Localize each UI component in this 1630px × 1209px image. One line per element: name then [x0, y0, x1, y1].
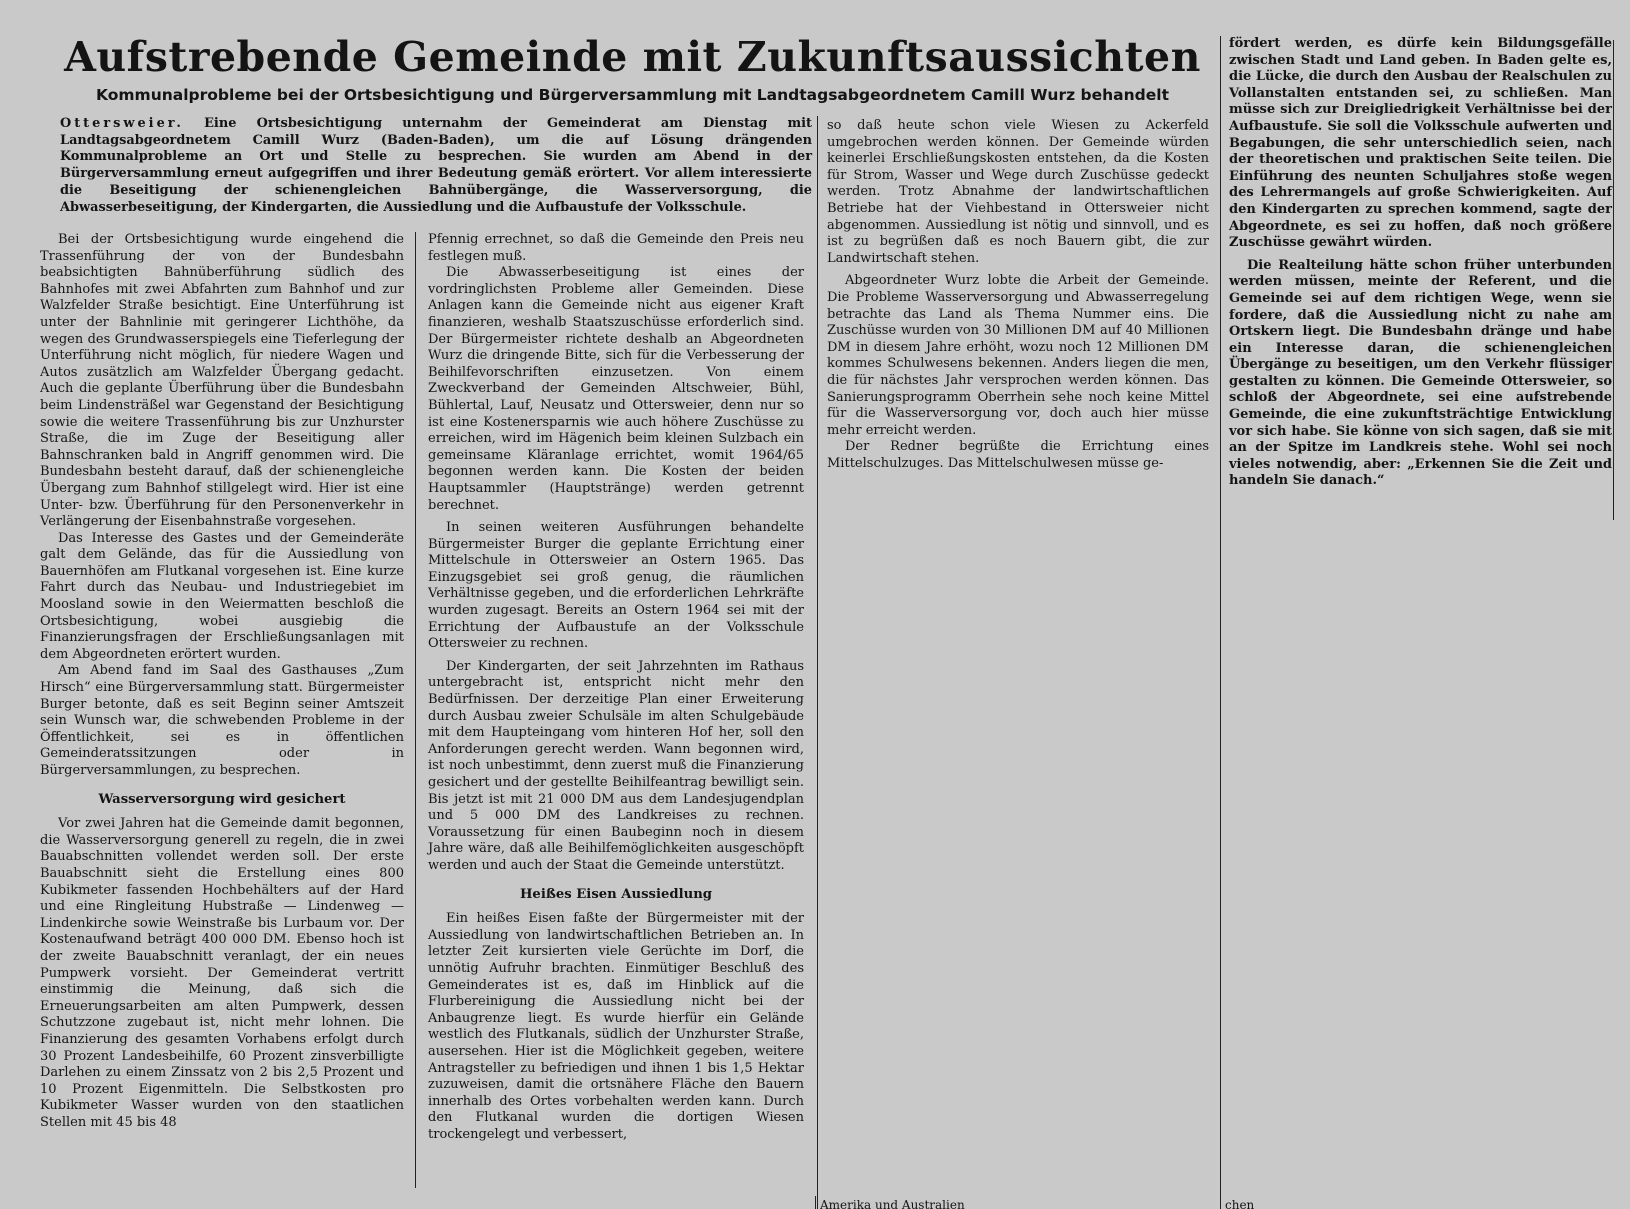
paragraph: Am Abend fand im Saal des Gasthauses „Zum Hirsch“ eine Bürgerversammlung statt. Bürgermeister Burger betonte, daß es seit Beginn seiner Amtszeit sein Wunsch war, die schwebenden Probleme in der Öffentlichkeit, sei es in öffentlichen Gemeinderatssitzungen oder in Bürgerversammlungen, zu besprechen. — [40, 663, 404, 778]
column-1 — [40, 232, 404, 1131]
column-rule — [415, 232, 416, 1188]
footer-fragment: chen — [1225, 1198, 1255, 1209]
paragraph: fördert werden, es dürfe kein Bildungsgefälle zwischen Stadt und Land geben. In Baden gelte es, die Lücke, die durch den Ausbau der Realschulen zu Vollanstalten entstanden sei, zu schließen. Man müsse sich zur Dreigliedrigkeit Verhältnisse bei der Aufbaustufe. Sie soll die Volksschule aufwerten und Begabungen, die sehr unterschiedlich seien, nach der theoretischen und praktischen Seite teilen. Die Einführung des neunten Schuljahres stoße wegen des Lehrermangels auf große Schwierigkeiten. Auf den Kindergarten zu sprechen kommend, sagte der Abgeordnete, es sei zu hoffen, daß noch größere Zuschüsse gewährt würden. — [1229, 36, 1612, 251]
paragraph: Vor zwei Jahren hat die Gemeinde damit begonnen, die Wasserversorgung generell zu regeln, die in zwei Bauabschnitten vollendet werden soll. Der erste Bauabschnitt sieht die Erstellung eines 800 Kubikmeter fassenden Hochbehälters auf der Hard und eine Ringleitung Hubstraße — Lindenweg — Lindenkirche sowie Weinstraße bis Lurbaum vor. Der Kostenaufwand beträgt 400 000 DM. Ebenso hoch ist der zweite Bauabschnitt veranlagt, der ein neues Pumpwerk vorsieht. Der Gemeinderat vertritt einstimmig die Meinung, daß sich die Erneuerungsarbeiten am alten Pumpwerk, dessen Schutzzone zugebaut ist, nicht mehr lohnen. Die Finanzierung des gesamten Vorhabens erfolgt durch 30 Prozent Landesbeihilfe, 60 Prozent zinsverbilligte Darlehen zu einem Zinssatz von 2 bis 2,5 Prozent und 10 Prozent Eigenmitteln. Die Selbstkosten pro Kubikmeter Wasser wurden von den staatlichen Stellen mit 45 bis 48 — [40, 816, 404, 1130]
column-rule — [817, 116, 818, 1209]
paragraph: Der Redner begrüßte die Errichtung eines Mittelschulzuges. Das Mittelschulwesen müsse ge- — [827, 439, 1209, 471]
paragraph: Der Kindergarten, der seit Jahrzehnten im Rathaus untergebracht ist, entspricht nicht mehr den Bedürfnissen. Der derzeitige Plan einer Erweiterung durch Ausbau zweier Schulsäle im alten Schulgebäude mit dem Haupteingang vom hinteren Hof her, soll den Anforderungen gerecht werden. Wann begonnen wird, ist noch unbestimmt, denn zuerst muß die Finanzierung gesichert und der gestellte Beihilfeantrag bewilligt sein. Bis jetzt ist mit 21 000 DM aus dem Landesjugendplan und 5 000 DM des Landkreises zu rechnen. Voraussetzung für einen Baubeginn noch in diesem Jahre wäre, daß alle Beihilfemöglichkeiten ausgeschöpft werden und auch der Staat die Gemeinde unterstützt. — [428, 658, 804, 873]
section-heading: Heißes Eisen Aussiedlung — [519, 886, 713, 902]
column-rule — [815, 1196, 816, 1209]
paragraph: In seinen weiteren Ausführungen behandelte Bürgermeister Burger die geplante Errichtung einer Mittelschule in Ottersweier an Ostern 1965. Das Einzugsgebiet sei groß genug, die räumlichen Verhältnisse gegeben, und die erforderlichen Lehrkräfte wurden zugesagt. Bereits an Ostern 1964 sei mit der Errichtung der Aufbaustufe an der Volksschule Ottersweier zu rechnen. — [428, 520, 804, 652]
subheadline: Kommunalprobleme bei der Ortsbesichtigung und Bürgerversammlung mit Landtagsabgeordnetem Camill Wurz behandelt — [96, 86, 1169, 104]
column-4 — [1229, 36, 1612, 490]
paragraph: Abgeordneter Wurz lobte die Arbeit der Gemeinde. Die Probleme Wasserversorgung und Abwasserregelung betrachte das Land als Thema Nummer eins. Die Zuschüsse wurden von 30 Millionen DM auf 40 Millionen DM in diesem Jahre erhöht, wozu noch 12 Millionen DM kommes Schulwesens bekennen. Anders liegen die men, die für nächstes Jahr versprochen werden können. Das Sanierungsprogramm Oberrhein sehe noch keine Mittel für die Wasserversorgung vor, doch auch hier müsse mehr erreicht werden. — [827, 273, 1209, 438]
section-heading: Wasserversorgung wird gesichert — [98, 791, 346, 807]
lead-text: Eine Ortsbesichtigung unternahm der Gemeinderat am Dienstag mit Landtagsabgeordnetem Camill Wurz (Baden-Baden), um die auf Lösung drängenden Kommunalprobleme an Ort und Stelle zu besprechen. Sie wurden am Abend in der Bürgerversammlung erneut aufgegriffen und ihrer Bedeutung gemäß erörtert. Vor allem interessierte die Beseitigung der schienengleichen Bahnübergänge, die Wasserversorgung, die Abwasserbeseitigung, der Kindergarten, die Aussiedlung und die Aufbaustufe der Volksschule. — [60, 116, 812, 215]
paragraph: Pfennig errechnet, so daß die Gemeinde den Preis neu festlegen muß. — [428, 232, 804, 264]
lead-paragraph — [60, 116, 812, 216]
paragraph: Ein heißes Eisen faßte der Bürgermeister mit der Aussiedlung von landwirtschaftlichen Betrieben an. In letzter Zeit kursierten viele Gerüchte im Dorf, die unnötig Aufruhr brachten. Einmütiger Beschluß des Gemeinderates ist es, daß im Hinblick auf die Flurbereinigung die Aussiedlung nicht bei der Anbaugrenze liegt. Es wurde hierfür ein Gelände westlich des Flutkanals, südlich der Unzhurster Straße, ausersehen. Hier ist die Möglichkeit gegeben, weitere Antragsteller zu befriedigen und ihnen 1 bis 1,5 Hektar zuzuweisen, damit die ortsnähere Fläche den Bauern innerhalb des Ortes vorbehalten werden kann. Durch den Flutkanal wurden die dortigen Wiesen trockengelegt und verbessert, — [428, 911, 804, 1142]
paragraph: Die Realteilung hätte schon früher unterbunden werden müssen, meinte der Referent, und die Gemeinde sei auf dem richtigen Wege, wenn sie fordere, daß die Aussiedlung nicht zu nahe am Ortskern liegt. Die Bundesbahn dränge und habe ein Interesse daran, die schienengleichen Übergänge zu beseitigen, um den Verkehr flüssiger gestalten zu können. Die Gemeinde Ottersweier, so schloß der Abgeordnete, sei eine aufstrebende Gemeinde, die eine zukunftsträchtige Entwicklung vor sich habe. Sie könne von sich sagen, daß sie mit an der Spitze im Landkreis stehe. Wohl sei noch vieles notwendig, aber: „Erkennen Sie die Zeit und handeln Sie danach.“ — [1229, 257, 1612, 489]
column-rule — [1220, 36, 1221, 1209]
paragraph: Das Interesse des Gastes und der Gemeinderäte galt dem Gelände, das für die Aussiedlung von Bauernhöfen am Flutkanal vorgesehen ist. Eine kurze Fahrt durch das Neubau- und Industriegebiet im Moosland sowie in den Weiermatten beschloß die Ortsbesichtigung, wobei ausgiebig die Finanzierungsfragen der Erschließungsanlagen mit dem Abgeordneten erörtert wurden. — [40, 530, 404, 662]
paragraph: so daß heute schon viele Wiesen zu Ackerfeld umgebrochen werden können. Der Gemeinde würden keinerlei Erschließungskosten entstehen, da die Kosten für Strom, Wasser und Wege durch Zuschüsse gedeckt werden. Trotz Abnahme der landwirtschaftlichen Betriebe hat der Viehbestand in Ottersweier nicht abgenommen. Aussiedlung ist nötig und sinnvoll, und es ist zu begrüßen daß es noch Bauern gibt, die zur Landwirtschaft stehen. — [827, 118, 1209, 266]
paragraph: Die Abwasserbeseitigung ist eines der vordringlichsten Probleme aller Gemeinden. Diese Anlagen kann die Gemeinde nicht aus eigener Kraft finanzieren, weshalb Staatszuschüsse erforderlich sind. Der Bürgermeister richtete deshalb an Abgeordneten Wurz die dringende Bitte, sich für die Verbesserung der Beihilfevorschriften einzusetzen. Von einem Zweckverband der Gemeinden Altschweier, Bühl, Bühlertal, Lauf, Neusatz und Ottersweier, denn nur so ist eine Kostenersparnis wie auch höhere Zuschüsse zu erreichen, wird im Hägenich beim kleinen Sulzbach ein gemeinsame Kläranlage errichtet, womit 1964/65 begonnen werden kann. Die Kosten der beiden Hauptsammler (Hauptstränge) werden getrennt berechnet. — [428, 265, 804, 513]
headline: Aufstrebende Gemeinde mit Zukunftsaussichten — [64, 33, 1201, 81]
footer-fragment: Amerika und Australien — [820, 1198, 965, 1209]
column-2 — [428, 232, 804, 1143]
column-rule — [1613, 40, 1614, 520]
dateline: Ottersweier. — [60, 116, 184, 131]
column-3 — [827, 118, 1209, 472]
paragraph: Bei der Ortsbesichtigung wurde eingehend die Trassenführung der von der Bundesbahn beabsichtigten Bahnüberführung südlich des Bahnhofes mit zwei Abfahrten zum Bahnhof und zur Walzfelder Straße besichtigt. Eine Unterführung ist unter der Bahnlinie mit geringerer Lichthöhe, da wegen des Grundwasserspiegels eine Tieferlegung der Unterführung nicht möglich, für niedere Wagen und Autos zusätzlich am Walzfelder Übergang gedacht. Auch die geplante Überführung über die Bundesbahn beim Lindensträßel war Gegenstand der Besichtigung sowie die weitere Trassenführung bis zur Unzhurster Straße, die im Zuge der Beseitigung aller Bahnschranken bald in Angriff genommen wird. Die Bundesbahn besteht darauf, daß der schienengleiche Übergang zum Bahnhof stillgelegt wird. Hier ist eine Unter- bzw. Überführung für den Personenverkehr in Verlängerung der Eisenbahnstraße vorgesehen. — [40, 232, 404, 530]
